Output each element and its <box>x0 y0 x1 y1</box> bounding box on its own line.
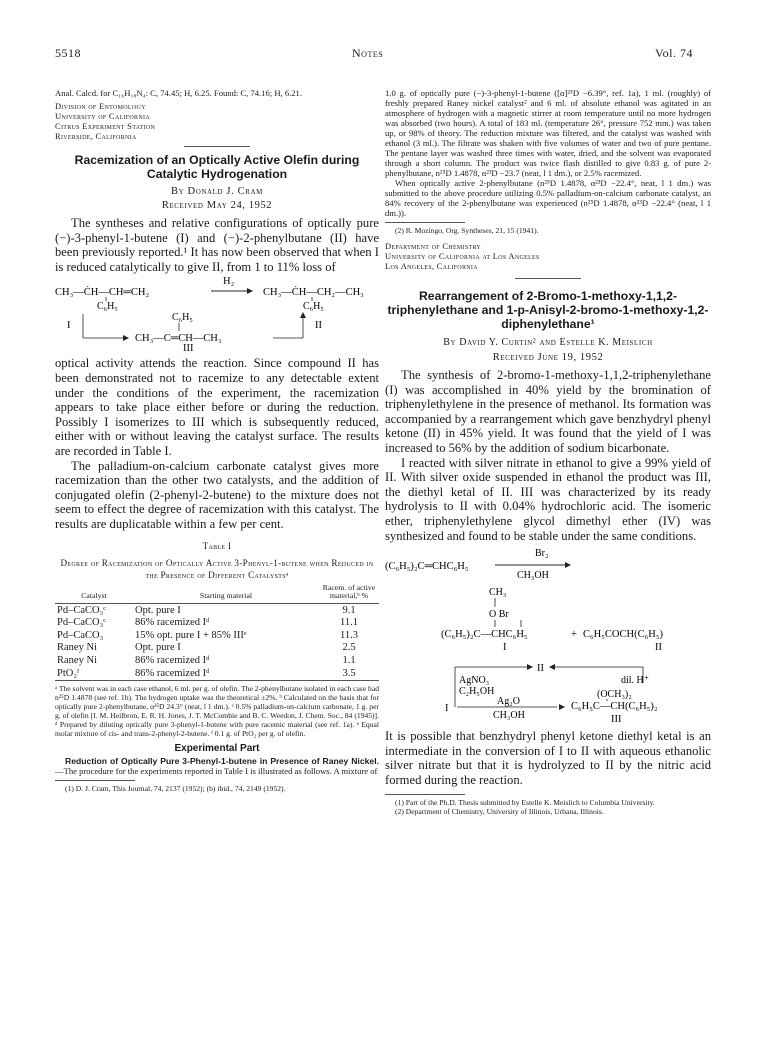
scheme-label-i: I <box>67 320 71 332</box>
scheme-i-left: I <box>445 703 449 715</box>
separator-rule <box>184 146 250 147</box>
scheme-ch3: CH₃ <box>489 587 507 599</box>
scheme-reactant-sub: C₆H₅ <box>97 301 118 313</box>
table-cell: 2.5 <box>342 642 356 654</box>
scheme-arrowhead <box>300 312 306 318</box>
table-header-cell: Racem. of active material,ᵇ % <box>322 582 376 601</box>
scheme-ethanol: C₂H₅OH <box>459 686 495 698</box>
scheme-och3: (OCH₃)₂ <box>597 689 632 701</box>
paragraph: I reacted with silver nitrate in ethanol to give a 99% yield of II. With silver oxide suspended in ethanol the product was III, the diethyl ketal of II. III was characterized by its ready hydrolysis to II with 0.04% hydrochloric acid. The isomeric ether, triphenylethylene glycol dimethyl ether (IV) was synthesized and found to be stable under the same conditions. <box>385 455 711 543</box>
affiliation-line: Division of Entomology <box>55 101 146 111</box>
table-cell: 3.5 <box>342 667 356 679</box>
table-header-cell: Catalyst <box>81 591 107 601</box>
table-cell: Raney Ni <box>57 655 97 667</box>
table-row <box>55 617 379 630</box>
table-cell: 86% racemized Iᵈ <box>135 667 210 679</box>
scheme-arrowhead <box>549 664 555 670</box>
footnote-rule <box>55 780 135 781</box>
table-cell: 11.1 <box>340 617 358 629</box>
scheme-plus: + <box>571 629 577 641</box>
scheme-methanol-2: CH₃OH <box>493 710 525 722</box>
paragraph: optical activity attends the reaction. Since compound II has been demonstrated not to racemize to any detectable extent under the conditions of the experiment, the racemization appears to take place either before or during the reduction. Possibly I isomerizes to III which is subsequently reduced, either with or without leaving the catalyst surface. The results are recorded in Table I. <box>55 356 379 458</box>
scheme-label-iii: III <box>611 714 622 726</box>
table-cell: PtO₂ᶠ <box>57 667 80 679</box>
left-column <box>55 88 379 793</box>
scheme-label-i: I <box>503 642 507 654</box>
table-footnotes: ᵃ The solvent was in each case ethanol, 6 ml. per g. of olefin. The 2-phenylbutane isolated in each case had n²⁵D 1.4878 (see ref. 1b). The hydrogen uptake was the theoretical ±2%. ᵇ Calculated on the basis that for optically pure 2-phenylbutane, α²⁵D 24.3° (neat, l 1 dm.). ᶜ 0.5% palladium-on-calcium carbonate, 1 g. per g. of olefin [I. M. Heilbron, E. R. H. Jones, J. T. McCombie and B. C. Weedon, J. Chem. Soc., 84 (1945)]. ᵈ Prepared by diluting optically pure 3-phenyl-1-butene with pure racemic material (see ref. 1a). ᵉ Equal molar mixture of cis- and trans-2-phenyl-2-butene. ᶠ 0.1 g. of PtO₂ per g. of olefin. <box>55 684 379 739</box>
scheme-agno3: AgNO₃ <box>459 675 490 687</box>
scheme-arrowhead <box>527 664 533 670</box>
table-row <box>55 668 379 681</box>
scheme-product-ii: C₆H₅COCH(C₆H₅) <box>583 629 663 641</box>
table-cell: Opt. pure I <box>135 642 181 654</box>
table-cell: Pd–CaCO₃ᶜ <box>57 604 106 616</box>
scheme-intermediate: CH₃—C═CH—CH₃ <box>135 333 222 345</box>
section-heading: Experimental Part <box>174 743 260 755</box>
separator-rule <box>515 278 581 279</box>
scheme-label-iii: III <box>183 343 194 355</box>
affiliation-block-2 <box>385 241 711 271</box>
table-cell: 86% racemized Iᵈ <box>135 617 210 629</box>
footnote: (2) R. Mozingo, Org. Syntheses, 21, 15 (1941). <box>395 226 539 235</box>
table-header-row <box>55 584 379 604</box>
table-cell: Opt. pure I <box>135 604 181 616</box>
right-column <box>385 88 711 816</box>
scheme-mid-sub: C₆H₅ <box>172 312 193 324</box>
running-section: Notes <box>352 46 384 60</box>
table-row <box>55 642 379 655</box>
table-cell: 11.3 <box>340 629 358 641</box>
table-cell: Raney Ni <box>57 642 97 654</box>
footnote: (2) Department of Chemistry, University of Illinois, Urbana, Illinois. <box>395 806 604 816</box>
scheme-arrowhead <box>565 562 571 568</box>
affiliation-line: University of California <box>55 111 150 121</box>
byline-1: By Donald J. Cram <box>171 186 263 197</box>
page-number: 5518 <box>55 46 81 60</box>
experimental-paragraph <box>55 756 379 776</box>
scheme-ii-center: II <box>537 663 544 675</box>
table-cell: 15% opt. pure I + 85% IIIᵉ <box>135 629 247 641</box>
experimental-continued: 1.0 g. of optically pure (−)-3-phenyl-1-butene ([α]²⁵D −6.39°, ref. 1a), 1 ml. (roughly) of freshly prepared Raney nickel catalyst² and 6 ml. of absolute ethanol was agitated in an atmosphere of hydrogen with a magnetic stirrer at room temperature until no more hydrogen was absorbed (two hours). A total of 183 ml. (temperature 26°, pressure 752 mm.) was taken up, or 98% of theory. The reduction mixture was filtered, and the catalyst was washed with ethanol (3 ml.). The filtrate was shaken with five volumes of water and two of pure pentane. The pentane layer was washed three times with water, dried, and the solvent was evaporated through a short column. The product was twice flash distilled to give 0.83 g. of pure 2-phenylbutane, n²⁵D 1.4878, α²³D −23.7 (neat, l 1 dm.), or 2.5% racemized. <box>385 88 711 178</box>
table-label: Table I <box>202 540 232 551</box>
scheme-br2-label: Br₂ <box>535 548 549 560</box>
scheme-product: CH₃—ĊH—CH₂—CH₃ <box>263 287 364 299</box>
scheme-iii-formula: C₆H₅C—CH(C₆H₅)₂ <box>571 701 658 713</box>
footnote: (1) D. J. Cram, This Journal, 74, 2137 (1952); (b) ibid., 74, 2149 (1952). <box>65 784 286 794</box>
affiliation-line: Department of Chemistry <box>385 241 482 251</box>
table-cell: 1.1 <box>342 655 356 667</box>
affiliation-line: Citrus Experiment Station <box>55 121 156 131</box>
received-1: Received May 24, 1952 <box>161 200 273 211</box>
affiliation-block-1 <box>55 101 379 141</box>
paragraph: The syntheses and relative configurations of optically pure (−)-3-phenyl-1-butene (I) and (−)-2-phenylbutane (II) have been previously reported.¹ It has now been observed that when I is reduced catalytically to give II, from 1 to 11% loss of <box>55 216 379 274</box>
table-cell: Pd–CaCO₃ <box>57 629 104 641</box>
experimental-text: —The procedure for the experiments reported in Table I is illustrated as follows. A mixture of <box>55 766 378 777</box>
affiliation-line: University of California at Los Angeles <box>385 251 540 261</box>
scheme-methanol-label: CH₃OH <box>517 570 549 582</box>
scheme-arrowhead <box>559 704 565 710</box>
scheme-reactant: CH₃—ĊH—CH═CH₂ <box>55 287 150 299</box>
scheme-dil-acid: dil. H⁺ <box>621 675 650 687</box>
table-header-cell: Starting material <box>199 591 253 601</box>
paragraph: It is possible that benzhydryl phenyl ketone diethyl ketal is an intermediate in the conversion of I to II with aqueous ethanolic silver nitrate but that it is hydrolyzed to II by the nitric acid formed during the reaction. <box>385 729 711 787</box>
data-table <box>55 584 379 683</box>
paragraph: The synthesis of 2-bromo-1-methoxy-1,1,2-triphenylethane (I) was accomplished in 40% yield by the bromination of triphenylethylene in the presence of methanol. Its formation was accompanied by a rearrangement which gave benzhydryl phenyl ketone (II) in 45% yield. It was found that the yield of I was increased to 56% by the addition of sodium bicarbonate. <box>385 368 711 455</box>
scheme-label-ii: II <box>655 642 662 654</box>
article-title-2: Rearrangement of 2-Bromo-1-methoxy-1,1,2-triphenylethane and 1-p-Anisyl-2-bromo-1-methoxy-1,2-diphenylethane¹ <box>387 289 709 331</box>
table-row <box>55 605 379 618</box>
table-cell: 86% racemized Iᵈ <box>135 655 210 667</box>
table-cell: 9.1 <box>342 604 356 616</box>
scheme-product-i: (C₆H₅)₂C—CHC₆H₅ <box>441 629 528 641</box>
paragraph: The palladium-on-calcium carbonate catalyst gives more racemization than the other two catalysts, and the addition of conjugated olefin (2-phenyl-2-butene) to the mixture does not seem to effect the degree of racemization with this catalyst. The results are duplicatable within a few per cent. <box>55 458 379 531</box>
article-title-1: Racemization of an Optically Active Olefin during Catalytic Hydrogenation <box>74 153 360 181</box>
table-caption: Degree of Racemization of Optically Active 3-Phenyl-1-butene when Reduced in the Presence of Different Catalystsᵃ <box>60 557 374 580</box>
scheme-h2-label: H₂ <box>223 276 235 288</box>
volume-label: Vol. 74 <box>655 46 693 60</box>
analysis-line: Anal. Calcd. for C₁₆H₁₈N₄: C, 74.45; H, 6.25. Found: C, 74.16; H, 6.21. <box>55 88 303 98</box>
runin-heading: Reduction of Optically Pure 3-Phenyl-1-butene in Presence of Raney Nickel. <box>65 756 379 767</box>
scheme-label-ii: II <box>315 320 322 332</box>
footnote-rule <box>385 794 465 795</box>
scheme-arrowhead <box>247 288 253 294</box>
table-row <box>55 630 379 643</box>
received-2: Received June 19, 1952 <box>492 352 604 363</box>
footnote: (1) Part of the Ph.D. Thesis submitted by Estelle K. Meislich to Columbia University. <box>395 797 655 807</box>
table-cell: Pd–CaCO₃ᶜ <box>57 617 106 629</box>
scheme-ag2o: Ag₂O <box>497 696 520 708</box>
reaction-scheme-2 <box>385 547 711 725</box>
affiliation-line: Los Angeles, California <box>385 261 478 271</box>
table-row <box>55 655 379 668</box>
scheme-o-br: O Br <box>489 609 509 621</box>
scheme-arrowhead <box>123 335 129 341</box>
footnote-rule <box>385 222 465 223</box>
scheme-product-sub: C₆H₅ <box>303 301 324 313</box>
experimental-continued: When optically active 2-phenylbutane (n²⁵D 1.4878, α²³D −22.4°, neat, l 1 dm.) was submitted to the above procedure utilizing 0.5% palladium-on-calcium carbonate catalyst, an 84% recovery of the 2-phenylbutane was experienced (n²⁵D 1.4878, α²³D −22.4° (neat, l 1 dm.)). <box>385 178 711 218</box>
byline-2: By David Y. Curtin² and Estelle K. Meislich <box>443 337 653 348</box>
reaction-scheme-1 <box>55 276 379 355</box>
affiliation-line: Riverside, California <box>55 131 137 141</box>
scheme-start: (C₆H₅)₂C═CHC₆H₅ <box>385 561 469 573</box>
